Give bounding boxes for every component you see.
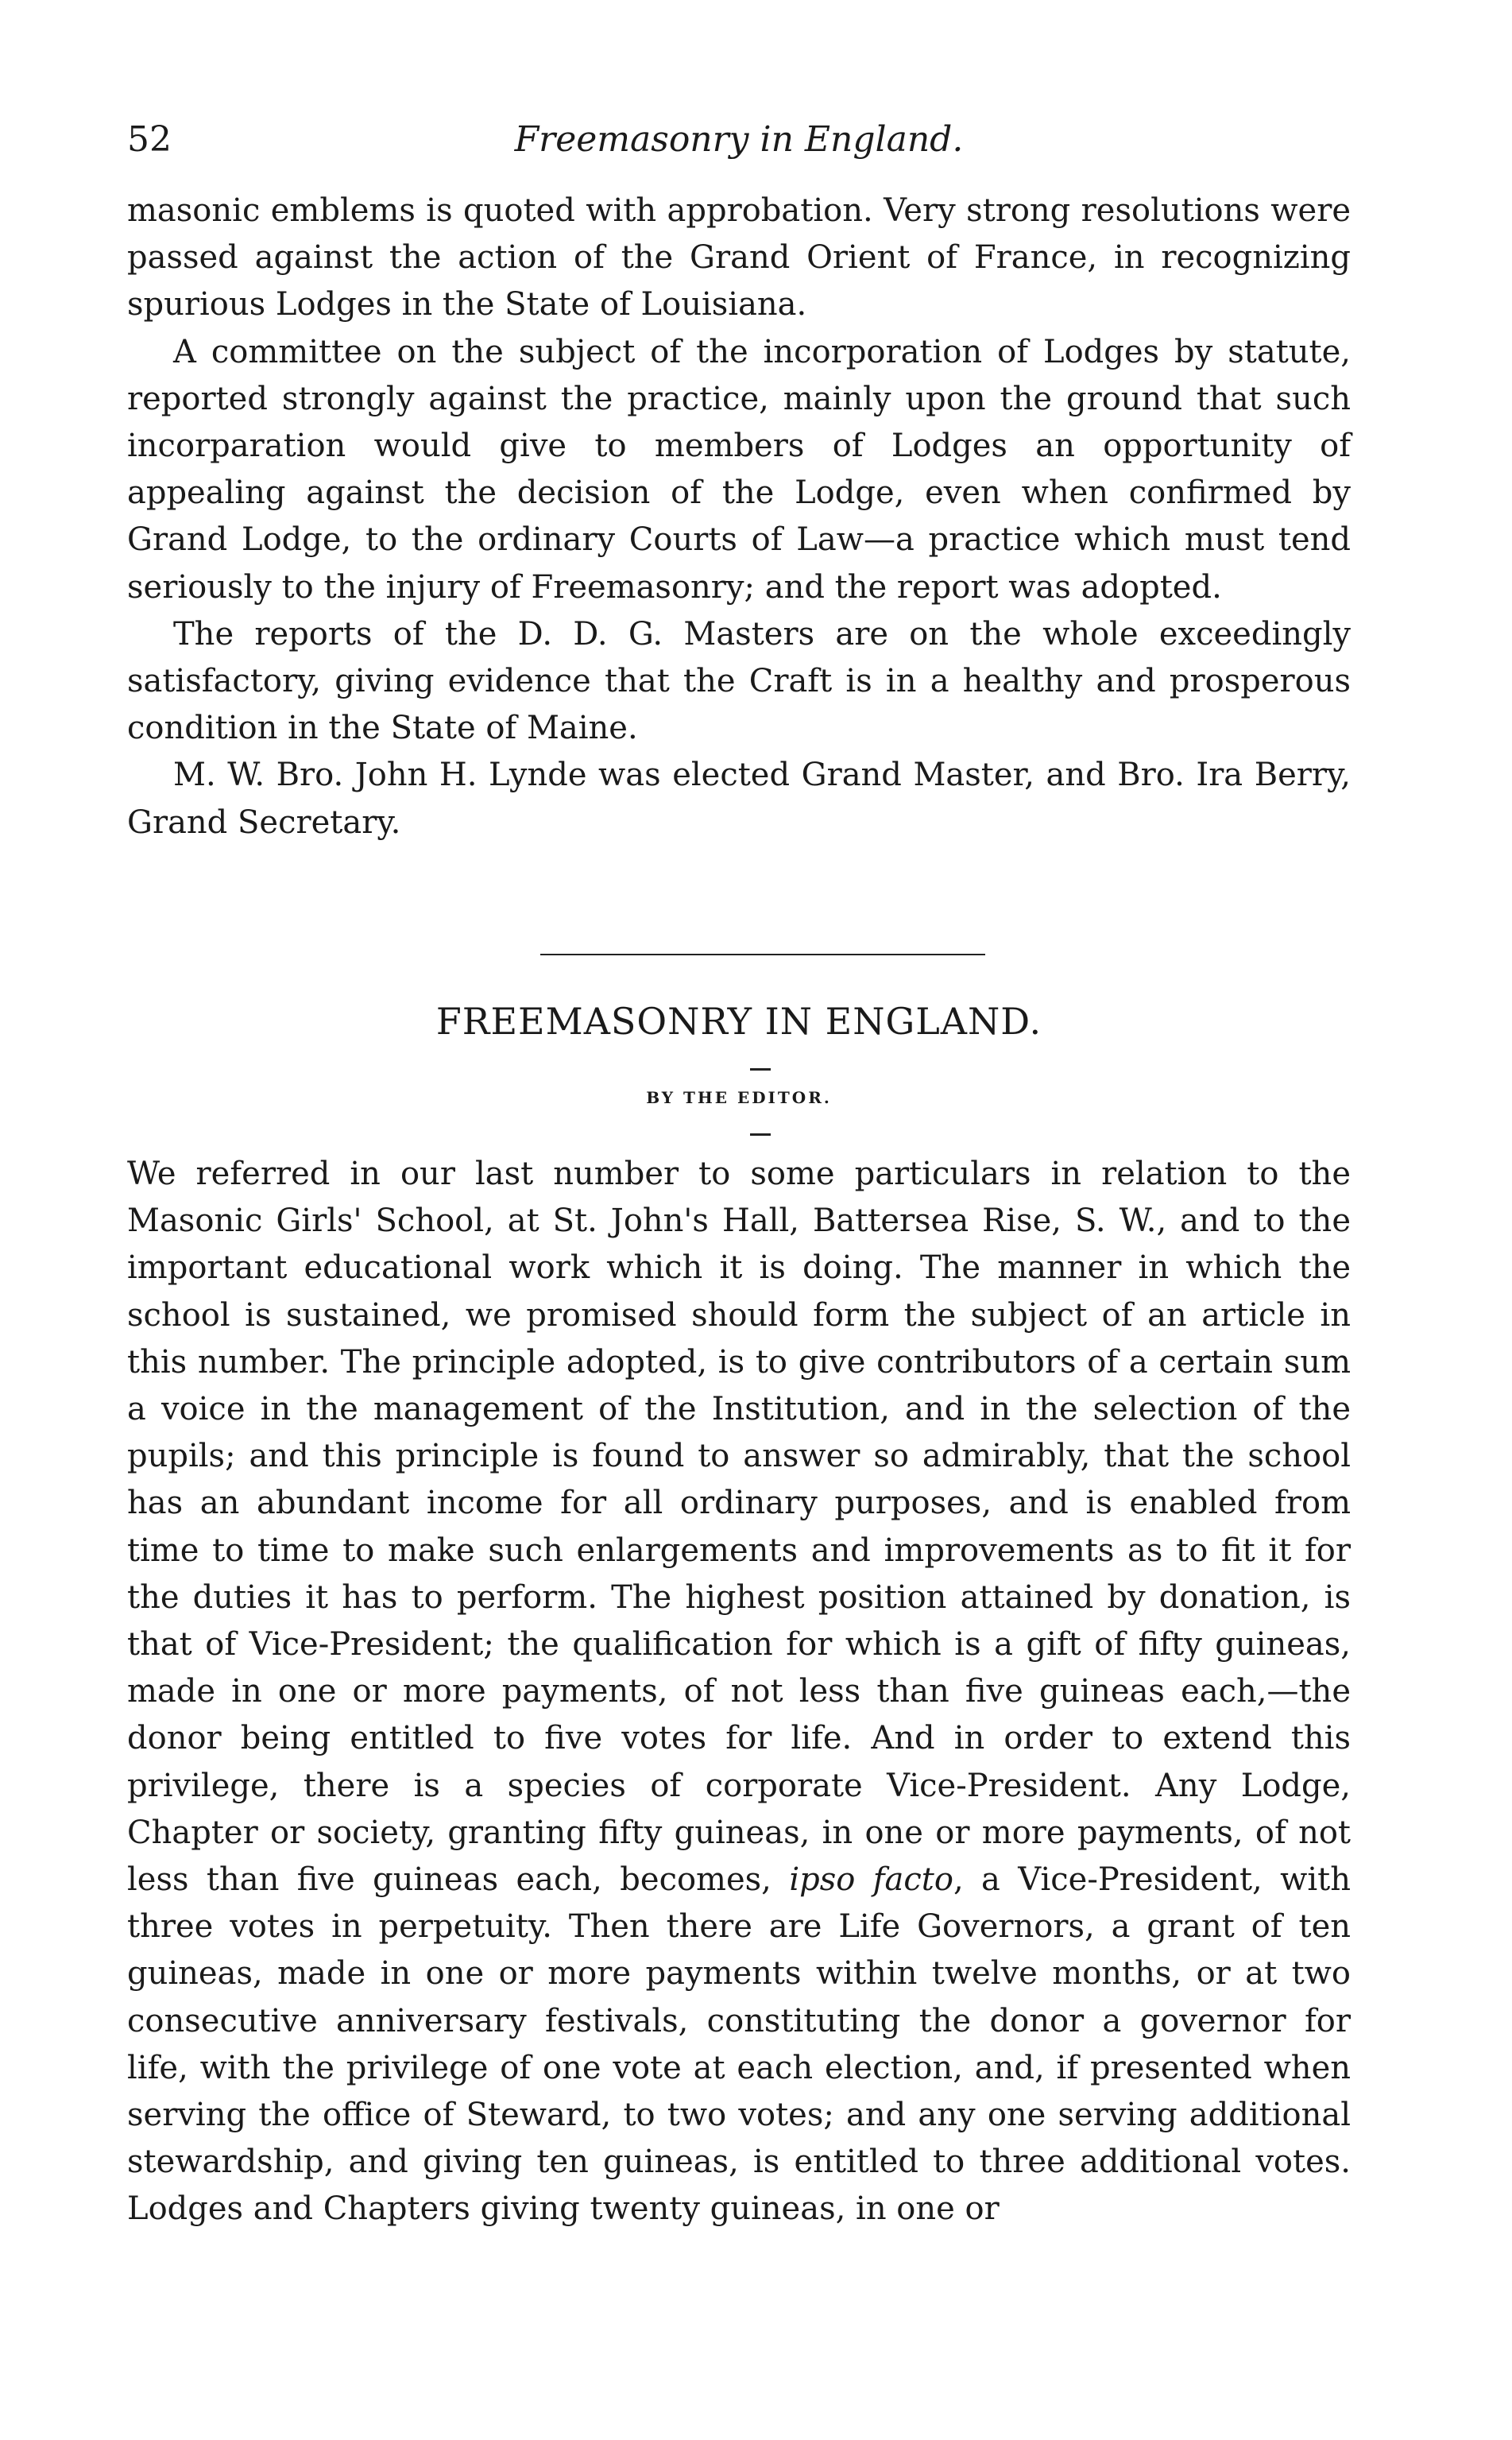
paragraph [127, 1151, 1351, 2233]
article-text: , a Vice-President, with three votes in perpetuity. Then there are Life Governors, a grant of ten guineas, made in one or more payments within twelve months, or at two consecutive anniversary festivals, constituting the donor a governor for life, with the privilege of one vote at each election, and, if presented when serving the office of Steward, to two votes; and any one serving additional stewardship, and giving ten guineas, is entitled to three additional votes. Lodges and Chapters giving twenty guineas, in one or [127, 1861, 1351, 2228]
running-head: Freemasonry in England. [514, 119, 964, 160]
paragraph: A committee on the subject of the incorporation of Lodges by statute, reported strongly against the practice, mainly upon the ground that such incorparation would give to members of Lodges an opportunity of appealing against the decision of the Lodge, even when confirmed by Grand Lodge, to the ordinary Courts of Law—a practice which must tend seriously to the injury of Freemasonry; and the report was adopted. [127, 333, 1351, 606]
article-byline: BY THE EDITOR. [646, 1088, 832, 1107]
title-dash [750, 1068, 771, 1071]
paragraph: The reports of the D. D. G. Masters are on the whole exceedingly satisfactory, giving evidence that the Craft is in a healthy and prosperous condition in the State of Maine. [127, 615, 1351, 747]
article-text: We referred in our last number to some particulars in relation to the Masonic Girls' School, at St. John's Hall, Battersea Rise, S. W., and to the important educational work which it is doing. The manner in which the school is sustained, we promised should form the subject of an article in this number. The principle adopted, is to give contributors of a certain sum a voice in the management of the Institution, and in the selection of the pupils; and this principle is found to answer so admirably, that the school has an abundant income for all ordinary purposes, and is enabled from time to time to make such enlargements and improvements as to fit it for the duties it has to perform. The highest position attained by donation, is that of Vice-President; the qualification for which is a gift of fifty guineas, made in one or more payments, of not less than five guineas each,—the donor being entitled to five votes for life. And in order to extend this privilege, there is a species of corporate Vice-President. Any Lodge, Chapter or society, granting fifty guineas, in one or more payments, of not less than five guineas each, becomes, [127, 1156, 1351, 1899]
section-divider [540, 954, 985, 955]
article-title: FREEMASONRY IN ENGLAND. [435, 1000, 1042, 1043]
paragraph: M. W. Bro. John H. Lynde was elected Grand Master, and Bro. Ira Berry, Grand Secretary. [127, 757, 1351, 841]
page-header [127, 111, 1351, 175]
byline-dash [750, 1133, 771, 1136]
article-body [127, 1151, 1351, 2233]
paragraph: masonic emblems is quoted with approbation. Very strong resolutions were passed against the action of the Grand Orient of France, in recognizing spurious Lodges in the State of Louisiana. [127, 192, 1351, 323]
page-number: 52 [127, 119, 172, 160]
preceding-article [127, 188, 1351, 846]
italic-phrase: ipso facto [789, 1861, 953, 1899]
